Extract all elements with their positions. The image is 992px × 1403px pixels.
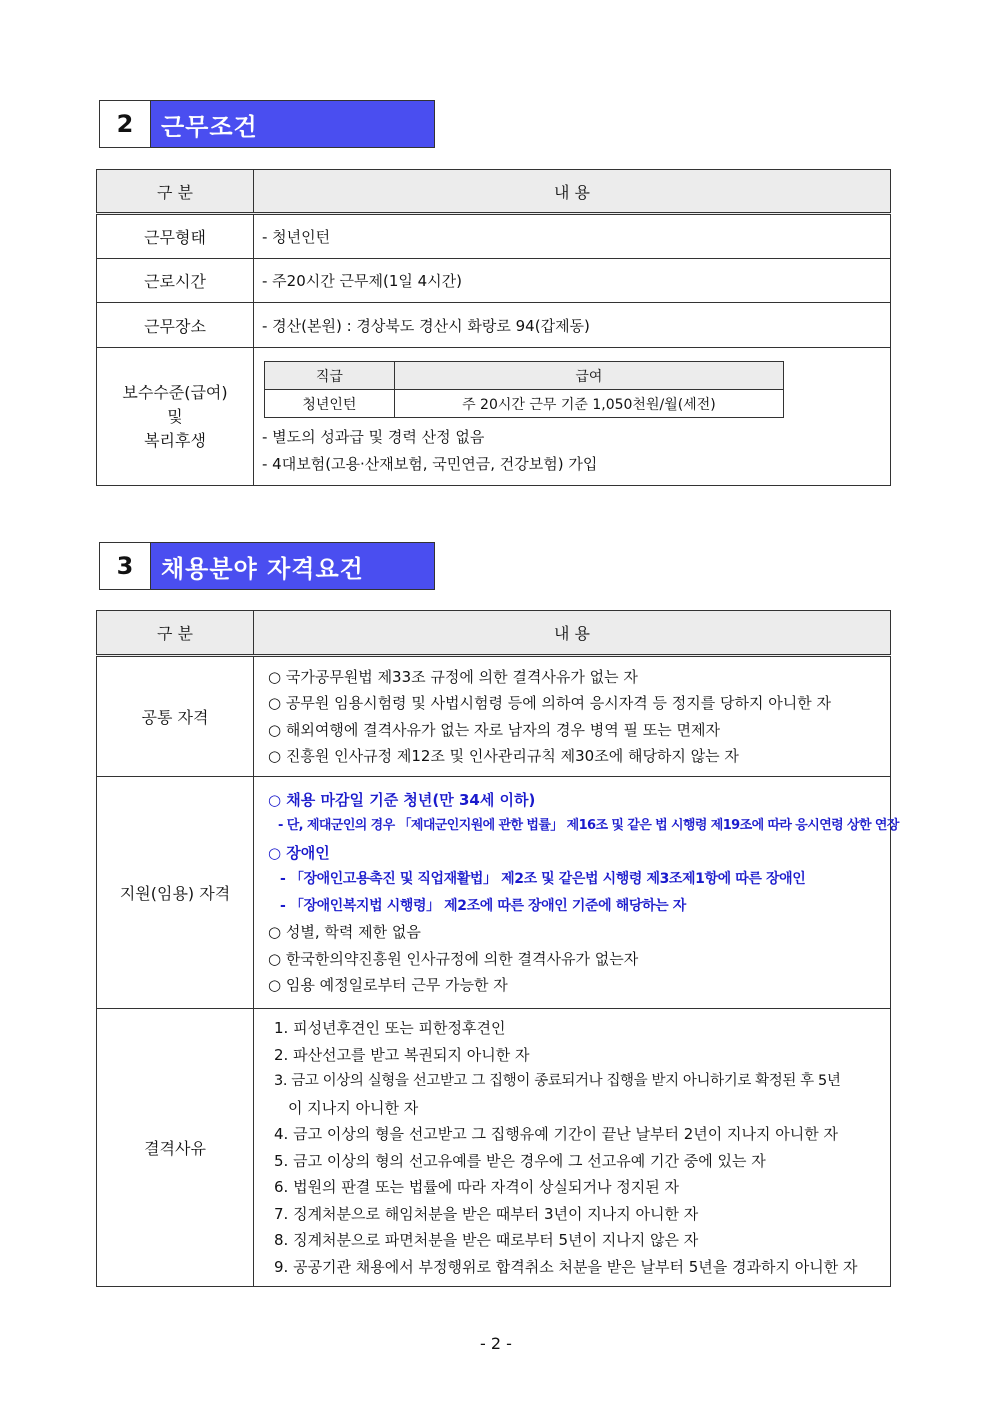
- qualification-table: [96, 610, 899, 1287]
- list-item: 3. 금고 이상의 실형을 선고받고 그 집행이 종료되거나 집행을 받지 아니하기로 확정된 후 5년: [274, 1073, 841, 1089]
- salary-table: [264, 361, 784, 418]
- row-label: 근무형태: [97, 214, 254, 259]
- section-3-header: [99, 542, 435, 590]
- table-header-row: [97, 170, 891, 214]
- salary-header-row: [265, 362, 784, 390]
- row-label: 근로시간: [97, 259, 254, 303]
- list-item: 7. 징계처분으로 해임처분을 받은 때부터 3년이 지나지 아니한 자: [274, 1204, 699, 1223]
- list-item: ○ 진흥원 인사규정 제12조 및 인사관리규칙 제30조에 해당하지 않는 자: [268, 747, 739, 765]
- section-title: 근무조건: [151, 101, 434, 147]
- list-item: 9. 공공기관 채용에서 부정행위로 합격취소 처분을 받은 날부터 5년을 경과하지 아니한 자: [274, 1257, 858, 1276]
- table-row: [97, 303, 891, 348]
- header-category: 구 분: [97, 611, 254, 656]
- common-label: 공통 자격: [97, 656, 254, 777]
- table-row: [97, 259, 891, 303]
- disqualification-row: [97, 1009, 891, 1287]
- disqualification-label: 결격사유: [97, 1009, 254, 1287]
- row-content: - 청년인턴: [254, 214, 891, 259]
- table-row: [97, 214, 891, 259]
- list-item: - 「장애인고용촉진 및 직업재활법」 제2조 및 같은법 시행령 제3조제1항에 따른 장애인: [280, 871, 806, 887]
- header-category: 구 분: [97, 170, 254, 214]
- disqualification-content: [254, 1009, 891, 1287]
- list-item: ○ 임용 예정일로부터 근무 가능한 자: [268, 976, 508, 994]
- section-title: 채용분야 자격요건: [151, 543, 434, 589]
- row-content: - 경산(본원) : 경상북도 경산시 화랑로 94(갑제동): [254, 303, 891, 348]
- list-item: 2. 파산선고를 받고 복권되지 아니한 자: [274, 1045, 530, 1064]
- common-content: [254, 656, 891, 777]
- pay-label-line: 복리후생: [144, 430, 206, 450]
- page-number: - 2 -: [480, 1334, 512, 1353]
- list-item: 8. 징계처분으로 파면처분을 받은 때로부터 5년이 지나지 않은 자: [274, 1231, 699, 1249]
- header-content: 내 용: [254, 170, 891, 214]
- work-conditions-table: [96, 169, 891, 486]
- pay-label-line: 및: [167, 406, 183, 426]
- list-item: ○ 장애인: [268, 843, 330, 862]
- list-item: - 「장애인복지법 시행령」 제2조에 따른 장애인 기준에 해당하는 자: [280, 897, 686, 914]
- section-number: 2: [100, 101, 151, 147]
- salary-header-grade: 직급: [265, 362, 395, 390]
- section-2-header: [99, 100, 435, 148]
- pay-row: [97, 348, 891, 486]
- pay-label: [97, 348, 254, 486]
- row-content: - 주20시간 근무제(1일 4시간): [254, 259, 891, 303]
- salary-row: [265, 390, 784, 418]
- table-header-row: [97, 611, 891, 656]
- list-item: 1. 피성년후견인 또는 피한정후견인: [274, 1019, 506, 1037]
- list-item: - 단, 제대군인의 경우 「제대군인지원에 관한 법률」 제16조 및 같은 법 시행령 제19조에 따라 응시연령 상한 연장: [278, 818, 899, 833]
- pay-note: - 별도의 성과급 및 경력 산정 없음: [262, 428, 485, 446]
- list-item: 5. 금고 이상의 형의 선고유예를 받은 경우에 그 선고유예 기간 중에 있는 자: [274, 1151, 766, 1170]
- pay-content: [254, 348, 891, 486]
- salary-header-pay: 급여: [394, 362, 783, 390]
- apply-row: [97, 777, 891, 1009]
- pay-label-line: 보수수준(급여): [122, 382, 228, 402]
- section-number: 3: [100, 543, 151, 589]
- list-item: 6. 법원의 판결 또는 법률에 따라 자격이 상실되거나 정지된 자: [274, 1178, 679, 1196]
- list-item: ○ 채용 마감일 기준 청년(만 34세 이하): [268, 790, 536, 809]
- row-label: 근무장소: [97, 303, 254, 348]
- list-item: 이 지나지 아니한 자: [288, 1098, 419, 1117]
- list-item: ○ 성별, 학력 제한 없음: [268, 923, 421, 941]
- list-item: 4. 금고 이상의 형을 선고받고 그 집행유예 기간이 끝난 날부터 2년이 지나지 아니한 자: [274, 1125, 839, 1143]
- common-row: [97, 656, 891, 777]
- list-item: ○ 공무원 임용시험령 및 사법시험령 등에 의하여 응시자격 등 정지를 당하지 아니한 자: [268, 694, 831, 712]
- header-content: 내 용: [254, 611, 891, 656]
- salary-grade: 청년인턴: [265, 390, 395, 418]
- apply-label: 지원(임용) 자격: [97, 777, 254, 1009]
- pay-note: - 4대보험(고용·산재보험, 국민연금, 건강보험) 가입: [262, 454, 598, 473]
- list-item: ○ 한국한의약진흥원 인사규정에 의한 결격사유가 없는자: [268, 949, 639, 968]
- list-item: ○ 국가공무원법 제33조 규정에 의한 결격사유가 없는 자: [268, 667, 638, 686]
- apply-content: [254, 777, 899, 1009]
- salary-amount: 주 20시간 근무 기준 1,050천원/월(세전): [394, 390, 783, 418]
- list-item: ○ 해외여행에 결격사유가 없는 자로 남자의 경우 병역 필 또는 면제자: [268, 720, 721, 739]
